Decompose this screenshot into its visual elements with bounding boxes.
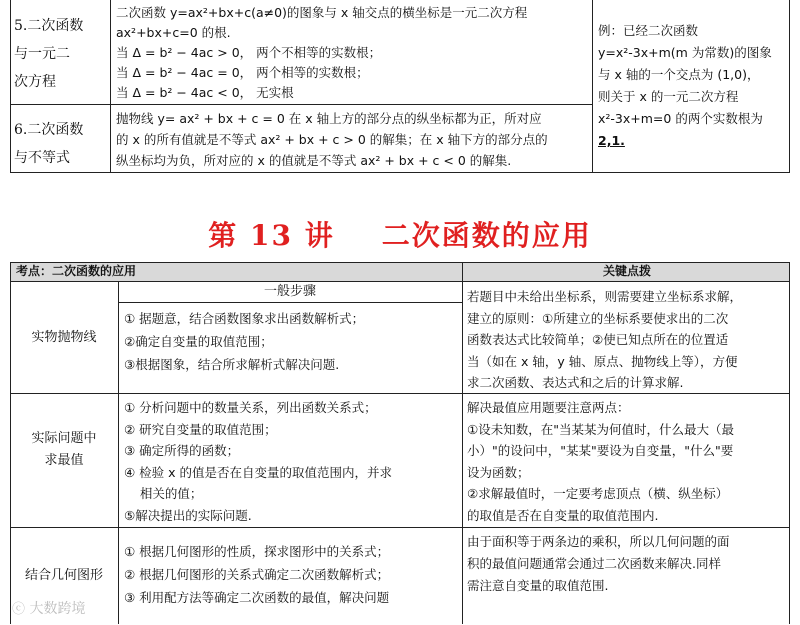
row3-tips (467, 531, 787, 597)
row6-label (14, 116, 108, 172)
header-left: 考点：二次函数的应用 (16, 264, 137, 278)
example-answer: 2,1. (598, 133, 625, 148)
row2-step: ⑤解决提出的实际问题. (124, 507, 252, 523)
row2-tip: 设为函数； (467, 464, 530, 480)
example-text (598, 20, 786, 152)
row5-line: 当 Δ = b² − 4ac < 0， 无实根 (116, 85, 294, 100)
row2-step: 相关的值； (124, 486, 203, 501)
row2-tip: ①设未知数，在"当某某为何值时，什么最大（最 (467, 421, 734, 437)
example-line: 则关于 x 的一元二次方程 (598, 89, 739, 104)
row5-line: ax²+bx+c=0 的根. (116, 25, 231, 40)
watermark-text: 大数跨境 (29, 601, 86, 617)
row5-label-line: 次方程 (14, 74, 56, 90)
row1-tip: 当（如在 x 轴，y 轴、原点、抛物线上等），方便 (467, 353, 738, 369)
row2-label-line: 实际问题中 (31, 431, 97, 446)
row2-tip: 小）"的设问中，"某某"要设为自变量，"什么"要 (467, 443, 734, 458)
row2-step: ② 研究自变量的取值范围； (124, 421, 277, 437)
row5-line: 当 Δ = b² − 4ac > 0， 两个不相等的实数根； (116, 45, 382, 60)
watermark (12, 599, 122, 620)
row1-tip: 函数表达式比较简单；②使已知点所在的位置适 (467, 332, 729, 347)
row3-step: ③ 利用配方法等确定二次函数的最值，解决问题 (124, 590, 390, 605)
row3-step: ② 根据几何图形的关系式确定二次函数解析式； (124, 567, 390, 582)
row2-label (14, 428, 114, 472)
row2-step: ① 分析问题中的数量关系，列出函数关系式； (124, 400, 377, 415)
row5-content (116, 3, 588, 103)
row5-label-line: 与一元二 (14, 46, 70, 62)
example-line: x²-3x+m=0 的两个实数根为 (598, 111, 763, 126)
row5-label-line: 5.二次函数 (14, 18, 84, 34)
row3-step: ① 根据几何图形的性质，探求图形中的关系式； (124, 544, 390, 559)
row6-content (116, 108, 588, 171)
row3-tip: 由于面积等于两条边的乘积，所以几何问题的面 (467, 534, 730, 549)
row1-label (14, 282, 114, 393)
row5-line: 当 Δ = b² − 4ac = 0， 两个相等的实数根； (116, 65, 369, 80)
row3-tip: 需注意自变量的取值范围. (467, 578, 609, 593)
row1-tip: 若题目中未给出坐标系，则需要建立坐标系求解， (467, 289, 743, 304)
row2-tip: ②求解最值时，一定要考虑顶点（横、纵坐标） (467, 486, 729, 501)
row3-label-text: 结合几何图形 (24, 568, 103, 583)
row6-line: 抛物线 y= ax² + bx + c = 0 在 x 轴上方的部分点的纵坐标都为正，所对应 (116, 111, 542, 126)
row1-label-text: 实物抛物线 (31, 329, 97, 345)
watermark-logo-icon: ⓒ (12, 602, 26, 617)
row5-line: 二次函数 y=ax²+bx+c(a≠0)的图象与 x 轴交点的横坐标是一元二次方程 (116, 5, 528, 20)
example-line: 与 x 轴的一个交点为 (1,0)， (598, 67, 760, 82)
row2-step: ④ 检验 x 的值是否在自变量的取值范围内，并求 (124, 464, 393, 480)
row1-tip: 求二次函数、表达式和之后的计算求解. (467, 375, 684, 390)
row3-tip: 积的最值问题通常会通过二次函数来解决.同样 (467, 556, 721, 571)
header-right: 关键点拨 (602, 264, 651, 278)
row6-label-line: 与不等式 (14, 150, 70, 166)
example-line: y=x²-3x+m(m 为常数)的图象 (598, 45, 772, 60)
row6-label-line: 6.二次函数 (14, 122, 84, 138)
row1-tips (467, 286, 787, 394)
row1-tip: 建立的原则：①所建立的坐标系要使求出的二次 (467, 310, 729, 326)
row1-steps-title: 一般步骤 (263, 284, 316, 299)
row5-label (14, 12, 108, 96)
row3-steps (124, 540, 460, 609)
row2-label-line: 求最值 (44, 453, 84, 468)
row1-step: ① 据题意，结合函数图象求出函数解析式； (124, 311, 365, 326)
row1-steps (124, 307, 460, 376)
row2-tip: 的取值是否在自变量的取值范围内. (467, 507, 659, 523)
row2-steps (124, 397, 460, 526)
row2-step: ③ 确定所得的函数； (124, 443, 240, 458)
row1-step: ②确定自变量的取值范围； (124, 334, 273, 349)
row6-line: 纵坐标均为负，所对应的 x 的值就是不等式 ax² + bx + c < 0 的解集. (116, 153, 512, 168)
example-line: 例：已经二次函数 (598, 23, 699, 38)
row1-step: ③根据图象，结合所求解析式解决问题. (124, 357, 340, 372)
section-title: 第 13 讲 二次函数的应用 (208, 219, 592, 252)
row2-tip: 解决最值应用题要注意两点： (467, 400, 630, 415)
row6-line: 的 x 的所有值就是不等式 ax² + bx + c > 0 的解集；在 x 轴下方的部分点的 (116, 132, 548, 147)
row2-tips (467, 397, 787, 526)
